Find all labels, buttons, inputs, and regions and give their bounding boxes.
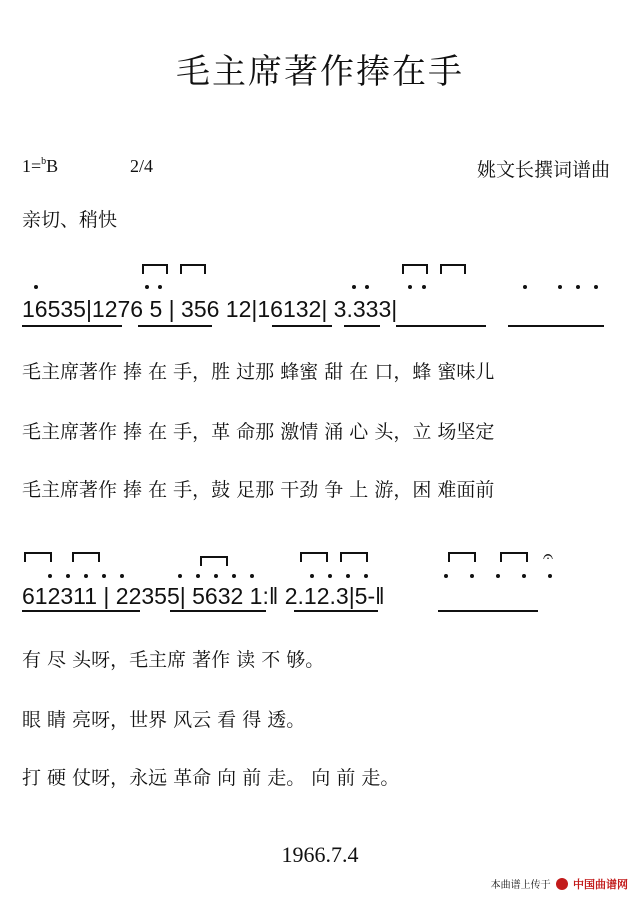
slur-mark [72,552,100,562]
octave-dot [328,574,332,578]
octave-dot [365,285,369,289]
octave-dot [34,285,38,289]
octave-dot [576,285,580,289]
beam-line [438,610,538,612]
octave-dot [496,574,500,578]
beam-line [22,325,122,327]
octave-dot [346,574,350,578]
slur-mark [402,264,428,274]
key-note: B [46,156,59,176]
beam-line [272,325,332,327]
flat-sign: b [41,156,47,167]
lyric-line-4: 有 尽 头呀，毛主席 著作 读 不 够。 [22,649,325,671]
beam-line [396,325,486,327]
octave-dot [408,285,412,289]
lyric-line-5: 眼 睛 亮呀，世界 风云 看 得 透。 [22,709,306,731]
slur-mark [24,552,52,562]
octave-dot [470,574,474,578]
octave-dot [145,285,149,289]
lyric-line-2: 毛主席著作 捧 在 手，革 命那 激情 涌 心 头，立 场坚定 [22,421,495,443]
octave-dot [522,574,526,578]
octave-dot [232,574,236,578]
octave-dot [444,574,448,578]
octave-dot [594,285,598,289]
footer-site-name[interactable]: 中国曲谱网 [573,878,628,891]
beam-line [170,610,266,612]
site-logo-icon [556,878,568,890]
octave-dot [158,285,162,289]
octave-dot [196,574,200,578]
slur-mark [300,552,328,562]
octave-dot [120,574,124,578]
octave-dot [66,574,70,578]
beam-line [344,325,380,327]
octave-dot [364,574,368,578]
time-signature: 2/4 [130,156,154,176]
octave-dot [558,285,562,289]
lyric-line-3: 毛主席著作 捧 在 手，鼓 足那 干劲 争 上 游，困 难面前 [22,479,495,501]
composition-date: 1966.7.4 [281,842,359,867]
octave-dot [178,574,182,578]
slur-mark [500,552,528,562]
octave-dot [548,574,552,578]
slur-mark [200,556,228,566]
notation-line-2: 612311 | 22355| 5632 1:‖ 2.12.3|5-‖ [22,583,385,609]
lyric-line-1: 毛主席著作 捧 在 手，胜 过那 蜂蜜 甜 在 口，蜂 蜜味儿 [22,361,495,383]
beam-line [294,610,378,612]
octave-dot [352,285,356,289]
octave-dot [422,285,426,289]
slur-mark [440,264,466,274]
beam-line [508,325,604,327]
key-prefix: 1= [22,156,42,176]
footer-credit [491,876,628,892]
tempo-marking: 亲切、稍快 [22,209,118,231]
octave-dot [250,574,254,578]
octave-dot [84,574,88,578]
author-credit: 姚文长撰词谱曲 [476,159,610,181]
slur-mark [340,552,368,562]
slur-mark [180,264,206,274]
octave-dot [48,574,52,578]
footer-text: 本曲谱上传于 [490,880,551,891]
lyric-line-6: 打 硬 仗呀，永远 革命 向 前 走。 向 前 走。 [22,767,400,789]
slur-mark [448,552,476,562]
octave-dot [523,285,527,289]
fermata-icon: 𝄐 [543,546,554,567]
slur-mark [142,264,168,274]
octave-dot [310,574,314,578]
notation-line-1: 16535|1276 5 | 356 12|16132| 3.333| [22,296,398,322]
octave-dot [214,574,218,578]
beam-line [22,610,140,612]
key-signature [22,156,58,177]
octave-dot [102,574,106,578]
song-title: 毛主席著作捧在手 [176,52,464,92]
beam-line [138,325,212,327]
